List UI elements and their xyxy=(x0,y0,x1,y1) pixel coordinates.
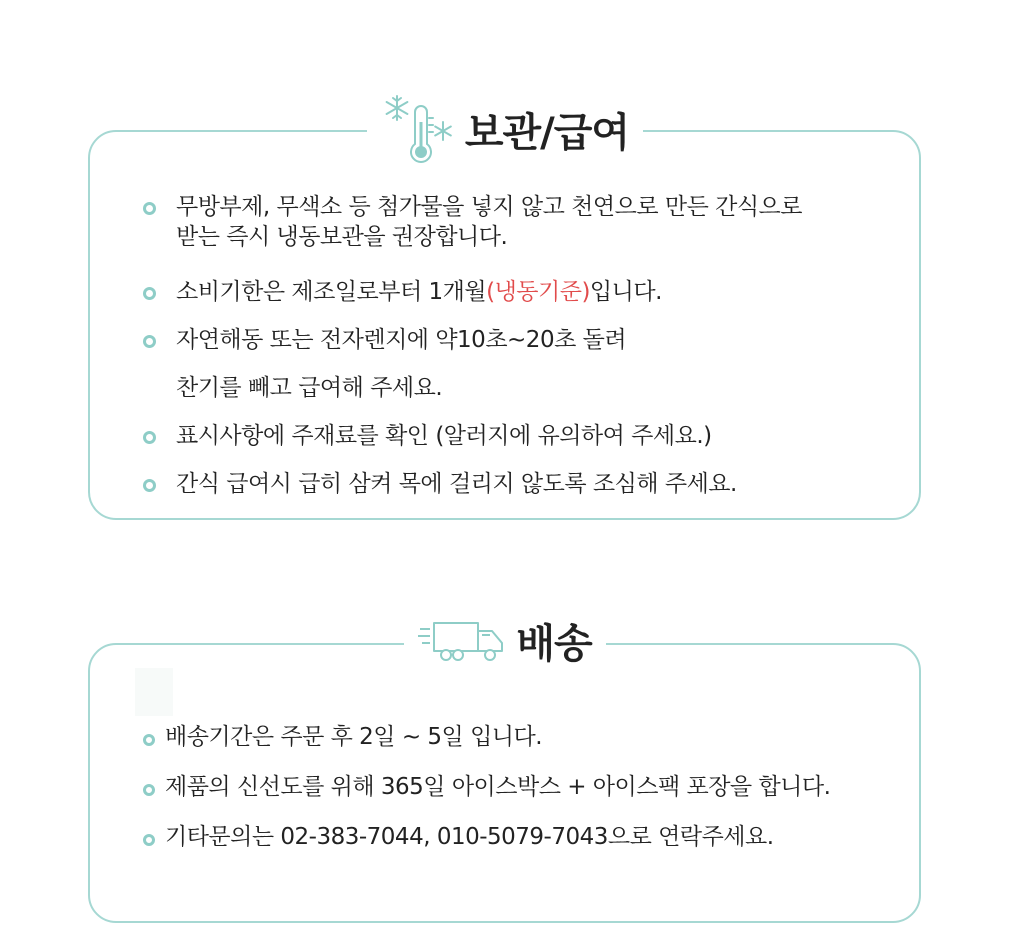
bullet-icon xyxy=(143,202,156,215)
bullet-icon xyxy=(143,431,156,444)
bullet-icon xyxy=(143,834,155,846)
storage-title: 보관/급여 xyxy=(464,109,630,156)
shipping-title: 배송 xyxy=(516,621,592,667)
thermometer-snowflake-icon xyxy=(381,92,457,166)
list-item-text: 간식 급여시 급히 삼켜 목에 걸리지 않도록 조심해 주세요. xyxy=(176,471,737,497)
bullet-icon xyxy=(143,287,156,300)
bullet-icon xyxy=(143,335,156,348)
list-item xyxy=(140,722,930,752)
list-item xyxy=(143,469,903,499)
faint-placeholder-box xyxy=(135,668,173,716)
list-item-text: 제품의 신선도를 위해 365일 아이스박스 + 아이스팩 포장을 합니다. xyxy=(165,774,831,800)
bullet-icon xyxy=(143,479,156,492)
delivery-truck-icon xyxy=(418,619,504,663)
list-item-text: 무방부제, 무색소 등 첨가물을 넣지 않고 천연으로 만든 간식으로 xyxy=(176,194,802,220)
list-item xyxy=(143,192,903,252)
shipping-header xyxy=(0,612,1010,669)
bullet-icon xyxy=(143,734,155,746)
list-item-text: 받는 즉시 냉동보관을 권장합니다. xyxy=(176,224,508,250)
list-item-text: 소비기한은 제조일로부터 1개월 xyxy=(176,279,487,305)
list-item xyxy=(140,822,930,852)
list-item-text: 배송기간은 주문 후 2일 ~ 5일 입니다. xyxy=(165,724,543,750)
shipping-list xyxy=(140,722,930,852)
list-item xyxy=(140,772,930,802)
list-item-text: 찬기를 빼고 급여해 주세요. xyxy=(176,375,443,401)
bullet-icon xyxy=(143,784,155,796)
list-item xyxy=(143,325,903,403)
list-item-text: 표시사항에 주재료를 확인 (알러지에 유의하여 주세요.) xyxy=(176,423,712,449)
shipping-title-group xyxy=(404,612,605,669)
storage-title-group xyxy=(367,92,643,166)
list-item-text: 자연해동 또는 전자렌지에 약10초~20초 돌려 xyxy=(176,327,627,353)
list-item-text: 기타문의는 02-383-7044, 010-5079-7043으로 연락주세요. xyxy=(165,824,774,850)
list-item xyxy=(143,277,903,307)
storage-header xyxy=(0,92,1010,166)
list-item xyxy=(143,421,903,451)
storage-list xyxy=(143,192,903,499)
frozen-standard-highlight: (냉동기준) xyxy=(486,279,590,305)
list-item-text: 입니다. xyxy=(589,279,662,305)
